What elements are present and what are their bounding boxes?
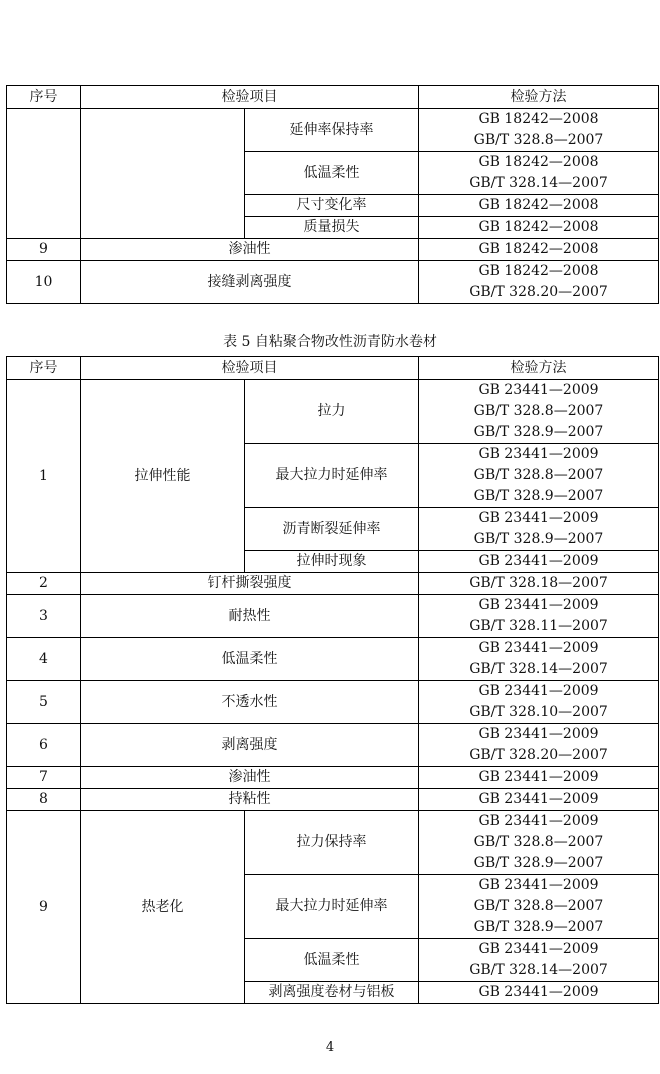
header-item: 检验项目 — [81, 86, 419, 109]
header-method: 检验方法 — [419, 357, 659, 380]
sub-item: 拉力 — [245, 380, 419, 444]
row-no: 5 — [7, 681, 81, 724]
sub-item: 延伸率保持率 — [245, 109, 419, 152]
method-line: GB 23441—2009 — [478, 446, 599, 462]
method-line: GB/T 328.8—2007 — [473, 898, 604, 914]
method-line: GB 23441—2009 — [478, 597, 599, 613]
method-cell — [419, 380, 659, 444]
method-cell — [419, 573, 659, 595]
method-cell — [419, 239, 659, 261]
row-no: 10 — [7, 261, 81, 304]
table-header-row — [7, 86, 659, 109]
row-item: 渗油性 — [81, 767, 419, 789]
header-item: 检验项目 — [81, 357, 419, 380]
row-item: 拉伸性能 — [81, 380, 245, 573]
continued-table — [6, 85, 659, 304]
method-line: GB/T 328.8—2007 — [473, 467, 604, 483]
header-no: 序号 — [7, 86, 81, 109]
table-row — [7, 573, 659, 595]
method-cell — [419, 217, 659, 239]
row-item: 持粘性 — [81, 789, 419, 811]
method-cell — [419, 982, 659, 1004]
method-line: GB/T 328.9—2007 — [473, 855, 604, 871]
sub-item: 剥离强度卷材与铝板 — [245, 982, 419, 1004]
row-no: 8 — [7, 789, 81, 811]
table-row — [7, 261, 659, 304]
method-cell — [419, 638, 659, 681]
method-line: GB/T 328.8—2007 — [473, 132, 604, 148]
table-row — [7, 811, 659, 875]
table-5-caption: 表 5 自粘聚合物改性沥青防水卷材 — [223, 334, 437, 350]
method-line: GB/T 328.9—2007 — [473, 531, 604, 547]
table-row — [7, 638, 659, 681]
method-line: GB 18242—2008 — [478, 263, 599, 279]
method-line: GB 23441—2009 — [478, 941, 599, 957]
row-item: 接缝剥离强度 — [81, 261, 419, 304]
table-row — [7, 789, 659, 811]
row-item: 低温柔性 — [81, 638, 419, 681]
method-line: GB 23441—2009 — [478, 813, 599, 829]
method-line: GB 23441—2009 — [478, 382, 599, 398]
row-no: 9 — [7, 239, 81, 261]
method-line: GB 18242—2008 — [478, 111, 599, 127]
method-cell — [419, 681, 659, 724]
method-line: GB 23441—2009 — [478, 640, 599, 656]
table-row — [7, 380, 659, 444]
empty-item-cell — [81, 109, 245, 239]
method-line: GB 23441—2009 — [478, 984, 599, 1000]
table-row — [7, 681, 659, 724]
method-cell — [419, 939, 659, 982]
sub-item: 拉伸时现象 — [245, 551, 419, 573]
table-5 — [6, 356, 659, 1004]
row-no: 6 — [7, 724, 81, 767]
method-line: GB 23441—2009 — [478, 553, 599, 569]
method-line: GB 18242—2008 — [478, 197, 599, 213]
sub-item: 低温柔性 — [245, 939, 419, 982]
method-line: GB 23441—2009 — [478, 510, 599, 526]
method-cell — [419, 508, 659, 551]
row-item: 剥离强度 — [81, 724, 419, 767]
method-cell — [419, 767, 659, 789]
sub-item: 低温柔性 — [245, 152, 419, 195]
table-row — [7, 724, 659, 767]
table-header-row — [7, 357, 659, 380]
method-line: GB 18242—2008 — [478, 154, 599, 170]
method-line: GB/T 328.8—2007 — [473, 403, 604, 419]
header-no: 序号 — [7, 357, 81, 380]
method-line: GB 18242—2008 — [478, 219, 599, 235]
method-line: GB/T 328.20—2007 — [469, 284, 608, 300]
method-cell — [419, 789, 659, 811]
method-cell — [419, 109, 659, 152]
row-item: 钉杆撕裂强度 — [81, 573, 419, 595]
method-line: GB/T 328.14—2007 — [469, 175, 608, 191]
sub-item: 最大拉力时延伸率 — [245, 875, 419, 939]
method-line: GB/T 328.9—2007 — [473, 424, 604, 440]
method-line: GB/T 328.9—2007 — [473, 488, 604, 504]
method-cell — [419, 152, 659, 195]
sub-item: 拉力保持率 — [245, 811, 419, 875]
method-cell — [419, 875, 659, 939]
row-item: 不透水性 — [81, 681, 419, 724]
method-line: GB 18242—2008 — [478, 241, 599, 257]
sub-item: 最大拉力时延伸率 — [245, 444, 419, 508]
table-row — [7, 767, 659, 789]
method-cell — [419, 195, 659, 217]
method-cell — [419, 811, 659, 875]
method-cell — [419, 261, 659, 304]
method-line: GB/T 328.10—2007 — [469, 704, 608, 720]
page-number: 4 — [325, 1040, 335, 1055]
method-line: GB 23441—2009 — [478, 791, 599, 807]
header-method: 检验方法 — [419, 86, 659, 109]
method-cell — [419, 724, 659, 767]
method-cell — [419, 595, 659, 638]
method-line: GB/T 328.18—2007 — [469, 575, 608, 591]
row-item: 热老化 — [81, 811, 245, 1004]
row-no: 2 — [7, 573, 81, 595]
sub-item: 沥青断裂延伸率 — [245, 508, 419, 551]
method-line: GB/T 328.8—2007 — [473, 834, 604, 850]
method-line: GB 23441—2009 — [478, 769, 599, 785]
method-line: GB/T 328.11—2007 — [469, 618, 608, 634]
sub-item: 尺寸变化率 — [245, 195, 419, 217]
row-item: 耐热性 — [81, 595, 419, 638]
method-cell — [419, 444, 659, 508]
row-no: 7 — [7, 767, 81, 789]
method-cell — [419, 551, 659, 573]
row-no: 1 — [7, 380, 81, 573]
empty-no-cell — [7, 109, 81, 239]
table-row — [7, 109, 659, 152]
row-no: 4 — [7, 638, 81, 681]
sub-item: 质量损失 — [245, 217, 419, 239]
table-row — [7, 239, 659, 261]
method-line: GB/T 328.14—2007 — [469, 962, 608, 978]
method-line: GB 23441—2009 — [478, 726, 599, 742]
table-row — [7, 595, 659, 638]
method-line: GB 23441—2009 — [478, 877, 599, 893]
method-line: GB 23441—2009 — [478, 683, 599, 699]
row-no: 9 — [7, 811, 81, 1004]
row-no: 3 — [7, 595, 81, 638]
method-line: GB/T 328.9—2007 — [473, 919, 604, 935]
method-line: GB/T 328.20—2007 — [469, 747, 608, 763]
method-line: GB/T 328.14—2007 — [469, 661, 608, 677]
row-item: 渗油性 — [81, 239, 419, 261]
